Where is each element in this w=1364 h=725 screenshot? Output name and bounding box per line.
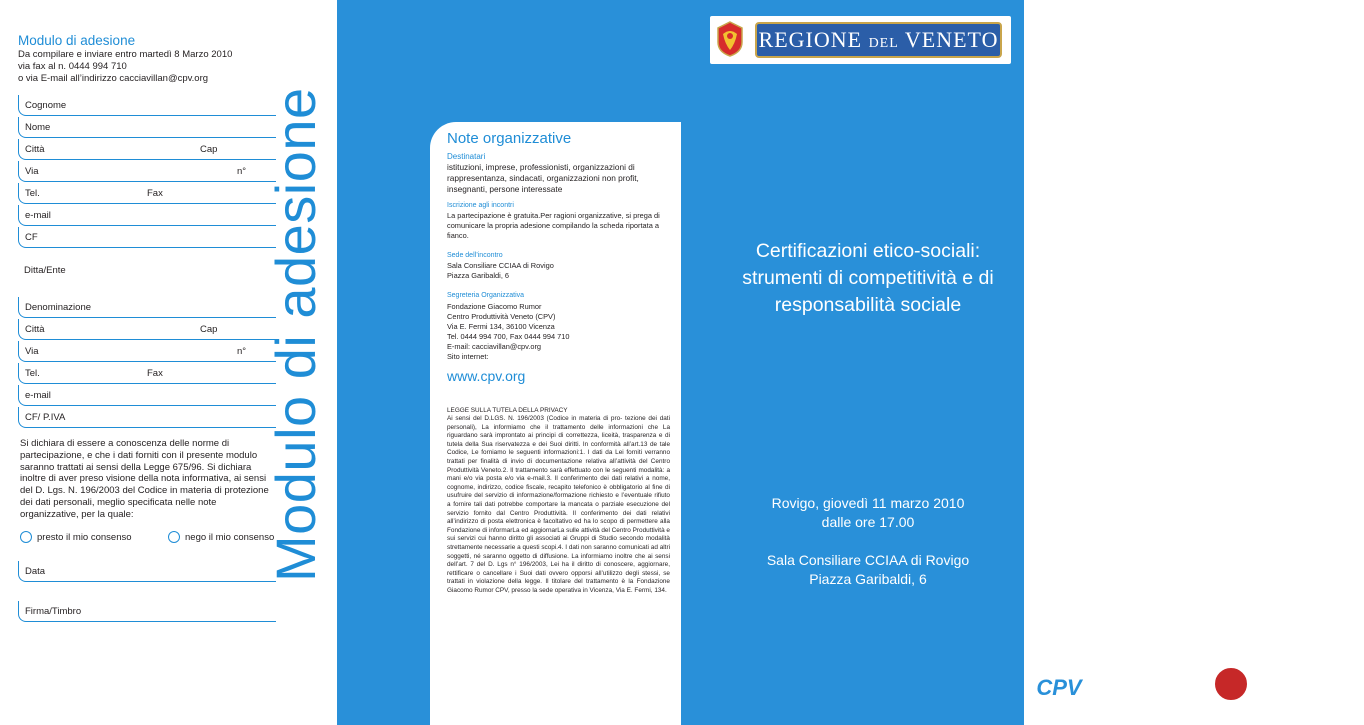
cpv-tagline: Formazione & Innovazione <box>1096 695 1198 705</box>
destinatari-heading: Destinatari <box>447 152 486 161</box>
ditta-label: Ditta/Ente <box>24 265 66 276</box>
via2-label: Via <box>25 346 39 357</box>
privacy-law-heading: LEGGE SULLA TUTELA DELLA PRIVACY <box>447 407 568 414</box>
segreteria-heading: Segreteria Organizzativa <box>447 292 525 299</box>
nome-field[interactable] <box>18 117 276 138</box>
cognome-label: Cognome <box>25 100 67 111</box>
segreteria-line: Sito internet: <box>447 352 489 361</box>
piva-field[interactable] <box>18 407 276 428</box>
region-word-1: REGIONE <box>758 27 863 52</box>
event-headline: Certificazioni etico-sociali: strumenti di competitività e di responsabilità sociale <box>742 240 994 316</box>
cpv-name-line1: Centro Produttività <box>1096 670 1201 682</box>
form-title: Modulo di adesione <box>18 33 136 48</box>
camera-commercio-logo <box>1213 666 1364 710</box>
consent-no-label: nego il mio consenso <box>185 531 275 543</box>
lion-emblem-icon <box>715 20 745 58</box>
email-field[interactable] <box>18 205 276 226</box>
via-field[interactable] <box>18 161 276 182</box>
notes-card <box>430 122 681 725</box>
consent-no-radio[interactable] <box>168 531 180 543</box>
privacy-law-text: Ai sensi del D.LGS. N. 196/2003 (Codice in materia di pro- tezione dei dati personali), La informiamo che il trattamento delle informazioni che La riguardano sarà improntato ai principi di correttezza, liceità, trasparenza e di tutela della Sua riservatezza e dei Suoi diritti. In conformità all’art.13 de tale Codice, Le forniamo le seguenti informazioni:1. I dati da Lei forniti verranno trattati per finalità di invio di documentazione relativa all’attività del Centro Produttività Veneto.2. Il trattamento sarà effettuato con le seguenti modalità: a mani e/o via posta e/o via e-mail.3. Il conferimento dei dati relativi a nome, cognome, indirizzo, codice fiscale, recapito telefonico è obbligatorio al fine di usufruire del servizio di informazione/formazione richiesto e l’eventuale rifiuto a fornire tali dati potrebbe comportare la mancata o parziale esecuzione del servizio fornito dal Centro Produttività. Il conferimento dei dati relativi all’indirizzo di posta elettronica è facoltativo ed ha lo scopo di permettere alla Fondazione di informarLa ed aggiornarLa sulle attività del Centro Produttività e sui servizi cui hanno diritto gli associati ai Gruppi di Studio secondo modalità strettamente necessarie a questi scopi.4. I dati non saranno comunicati ad altri soggetti, né saranno oggetto di diffusione. La informiamo inoltre che ai sensi dell’art. 7 del D. Lgs n° 196/2003, Lei ha il diritto di conoscere, aggiornare, rettificare o cancellare i Suoi dati ovvero opporsi all’utilizzo degli stessi, se trattati in violazione della legge. Il titolare del trattamento è la Fondazione Giacomo Rumor CPV, presso la sede operativa in Vicenza, Via E. Fermi, 134. <box>447 415 670 594</box>
via-label: Via <box>25 166 39 177</box>
vertical-form-title: Modulo di adesione <box>264 87 327 582</box>
data-label: Data <box>25 566 46 577</box>
segreteria-line: Tel. 0444 994 700, Fax 0444 994 710 <box>447 332 570 341</box>
firma-field[interactable] <box>18 601 276 622</box>
piva-label: CF/ P.IVA <box>25 412 66 423</box>
chamber-subtitle: INDUSTRIA ARTIGIANATO AGRICOLTURA <box>1255 684 1353 690</box>
denominazione-label: Denominazione <box>25 302 92 313</box>
registration-form-panel <box>0 0 337 725</box>
fax2-label: Fax <box>147 368 163 379</box>
numero-label: n° <box>237 166 247 177</box>
segreteria-line: Fondazione Giacomo Rumor <box>447 302 542 311</box>
segreteria-line: E-mail: cacciavillan@cpv.org <box>447 342 542 351</box>
cap2-label: Cap <box>200 324 218 335</box>
region-word-3: VENETO <box>904 27 999 52</box>
chamber-name: CAMERA DI COMMERCIO <box>1255 673 1364 683</box>
citta-label: Città <box>25 144 45 155</box>
event-details <box>715 494 1021 589</box>
event-address: Piazza Garibaldi, 6 <box>809 571 927 587</box>
data-field[interactable] <box>18 561 276 582</box>
event-time: dalle ore 17.00 <box>821 514 915 530</box>
numero2-label: n° <box>237 346 247 357</box>
consent-yes-option[interactable] <box>20 531 132 543</box>
cpv-logo <box>1028 668 1208 708</box>
notes-title: Note organizzative <box>447 130 572 147</box>
citta-field[interactable] <box>18 139 276 160</box>
nome-label: Nome <box>25 122 51 133</box>
consent-yes-radio[interactable] <box>20 531 32 543</box>
email-label: e-mail <box>25 210 51 221</box>
iscrizione-text: La partecipazione è gratuita.Per ragioni organizzative, si prega di comunicare la propria adesione compilando la scheda riportata a fianco. <box>447 211 660 240</box>
tel-label: Tel. <box>25 188 40 199</box>
form-email: o via E-mail all’indirizzo cacciavillan@cpv.org <box>18 73 209 84</box>
iscrizione-heading: Iscrizione agli incontri <box>447 202 514 209</box>
event-venue: Sala Consiliare CCIAA di Rovigo <box>766 552 970 568</box>
tel-field[interactable] <box>18 183 276 204</box>
segreteria-line: Centro Produttività Veneto (CPV) <box>447 312 556 321</box>
sede-line2: Piazza Garibaldi, 6 <box>447 271 510 280</box>
cpv-name-line2: Veneto <box>1096 682 1134 695</box>
firma-label: Firma/Timbro <box>25 606 82 617</box>
chamber-seal-icon <box>1213 666 1249 702</box>
form-deadline: Da compilare e inviare entro martedì 8 Marzo 2010 <box>18 49 233 60</box>
cf-field[interactable] <box>18 227 276 248</box>
citta2-label: Città <box>25 324 45 335</box>
fax-label: Fax <box>147 188 163 199</box>
destinatari-text: istituzioni, imprese, professionisti, organizzazioni di rappresentanza, sindacati, organizzazioni non profit, insegnanti, persone interessate <box>447 162 639 194</box>
consent-yes-label: presto il mio consenso <box>37 531 132 543</box>
region-banner <box>755 22 1002 58</box>
cognome-field[interactable] <box>18 95 276 116</box>
regione-veneto-logo <box>710 16 1011 64</box>
via2-field[interactable] <box>18 341 276 362</box>
segreteria-text <box>447 302 669 362</box>
cpv-mark-icon: CPV <box>1028 670 1090 706</box>
sede-heading: Sede dell’incontro <box>447 252 503 259</box>
segreteria-line: Via E. Fermi 134, 36100 Vicenza <box>447 322 555 331</box>
cf-label: CF <box>25 232 38 243</box>
email2-field[interactable] <box>18 385 276 406</box>
email2-label: e-mail <box>25 390 51 401</box>
event-date: Rovigo, giovedì 11 marzo 2010 <box>771 495 965 511</box>
chamber-city: VICENZA <box>1255 691 1290 700</box>
sede-line1: Sala Consiliare CCIAA di Rovigo <box>447 261 554 270</box>
sede-text <box>447 261 669 281</box>
form-fax: via fax al n. 0444 994 710 <box>18 61 127 72</box>
cap-label: Cap <box>200 144 218 155</box>
cpv-name <box>1096 670 1200 695</box>
denominazione-field[interactable] <box>18 297 276 318</box>
privacy-declaration: Si dichiara di essere a conoscenza delle norme di partecipazione, e che i dati forniti con il presente modulo saranno trattati ai sensi della Legge 675/96. Si dichiara inoltre di aver preso visione della nota informativa, ai sensi del D. Lgs. N. 196/2003 del Codice in materia di protezione dei dati personali, meglio specificata nelle note organizzative, per la quale: <box>20 438 269 520</box>
consent-no-option[interactable] <box>168 531 274 543</box>
tel2-label: Tel. <box>25 368 40 379</box>
website-link[interactable]: www.cpv.org <box>447 368 526 384</box>
citta2-field[interactable] <box>18 319 276 340</box>
region-word-2: DEL <box>868 36 899 51</box>
tel2-field[interactable] <box>18 363 276 384</box>
